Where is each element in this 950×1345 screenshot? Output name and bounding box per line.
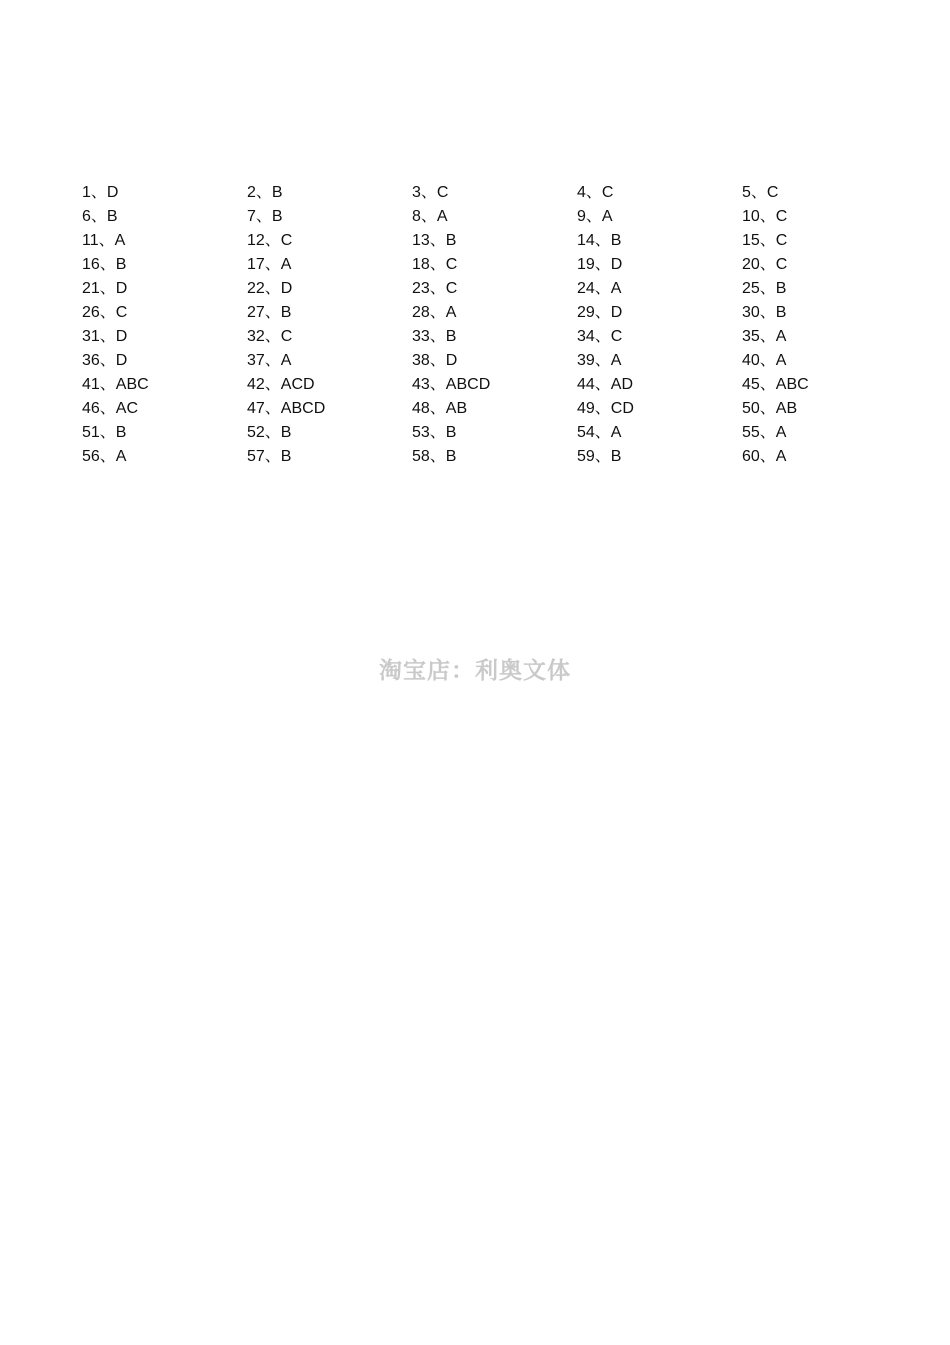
answer-item: 17、A bbox=[247, 256, 292, 273]
answer-item: 40、A bbox=[742, 352, 787, 369]
answer-item: 2、B bbox=[247, 184, 283, 201]
answer-item: 55、A bbox=[742, 424, 787, 441]
answer-item: 27、B bbox=[247, 304, 292, 321]
answer-item: 23、C bbox=[412, 280, 458, 297]
answer-item: 18、C bbox=[412, 256, 458, 273]
answer-item: 42、ACD bbox=[247, 376, 315, 393]
answer-item: 10、C bbox=[742, 208, 788, 225]
watermark: 淘宝店：利奥文体 bbox=[379, 657, 571, 684]
answer-item: 60、A bbox=[742, 448, 787, 465]
answer-item: 26、C bbox=[82, 304, 128, 321]
answer-item: 15、C bbox=[742, 232, 788, 249]
answer-item: 59、B bbox=[577, 448, 622, 465]
answer-item: 29、D bbox=[577, 304, 623, 321]
answer-item: 1、D bbox=[82, 184, 119, 201]
answer-item: 37、A bbox=[247, 352, 292, 369]
answer-item: 25、B bbox=[742, 280, 787, 297]
answer-item: 49、CD bbox=[577, 400, 634, 417]
answer-item: 22、D bbox=[247, 280, 293, 297]
answer-item: 14、B bbox=[577, 232, 622, 249]
answer-item: 39、A bbox=[577, 352, 622, 369]
answer-item: 48、AB bbox=[412, 400, 468, 417]
answer-item: 28、A bbox=[412, 304, 457, 321]
answer-item: 20、C bbox=[742, 256, 788, 273]
answer-item: 30、B bbox=[742, 304, 787, 321]
answer-item: 33、B bbox=[412, 328, 457, 345]
answer-item: 6、B bbox=[82, 208, 118, 225]
answer-item: 41、ABC bbox=[82, 376, 149, 393]
answer-item: 11、A bbox=[82, 232, 126, 249]
answer-item: 35、A bbox=[742, 328, 787, 345]
answer-item: 38、D bbox=[412, 352, 458, 369]
answer-item: 44、AD bbox=[577, 376, 634, 393]
answer-item: 53、B bbox=[412, 424, 457, 441]
answer-item: 45、ABC bbox=[742, 376, 809, 393]
answer-item: 7、B bbox=[247, 208, 283, 225]
answer-key-grid bbox=[82, 181, 912, 469]
answer-item: 56、A bbox=[82, 448, 127, 465]
answer-item: 58、B bbox=[412, 448, 457, 465]
answer-item: 24、A bbox=[577, 280, 622, 297]
answer-item: 36、D bbox=[82, 352, 128, 369]
answer-item: 57、B bbox=[247, 448, 292, 465]
answer-item: 9、A bbox=[577, 208, 613, 225]
answer-item: 52、B bbox=[247, 424, 292, 441]
answer-item: 5、C bbox=[742, 184, 779, 201]
answer-item: 32、C bbox=[247, 328, 293, 345]
answer-item: 4、C bbox=[577, 184, 614, 201]
answer-item: 3、C bbox=[412, 184, 449, 201]
answer-item: 12、C bbox=[247, 232, 293, 249]
answer-item: 8、A bbox=[412, 208, 448, 225]
answer-item: 54、A bbox=[577, 424, 622, 441]
answer-item: 51、B bbox=[82, 424, 127, 441]
answer-item: 34、C bbox=[577, 328, 623, 345]
answer-item: 47、ABCD bbox=[247, 400, 326, 417]
answer-item: 50、AB bbox=[742, 400, 798, 417]
answer-item: 21、D bbox=[82, 280, 128, 297]
answer-item: 46、AC bbox=[82, 400, 139, 417]
answer-item: 13、B bbox=[412, 232, 457, 249]
answer-item: 31、D bbox=[82, 328, 128, 345]
answer-item: 19、D bbox=[577, 256, 623, 273]
answer-item: 16、B bbox=[82, 256, 127, 273]
answer-item: 43、ABCD bbox=[412, 376, 491, 393]
